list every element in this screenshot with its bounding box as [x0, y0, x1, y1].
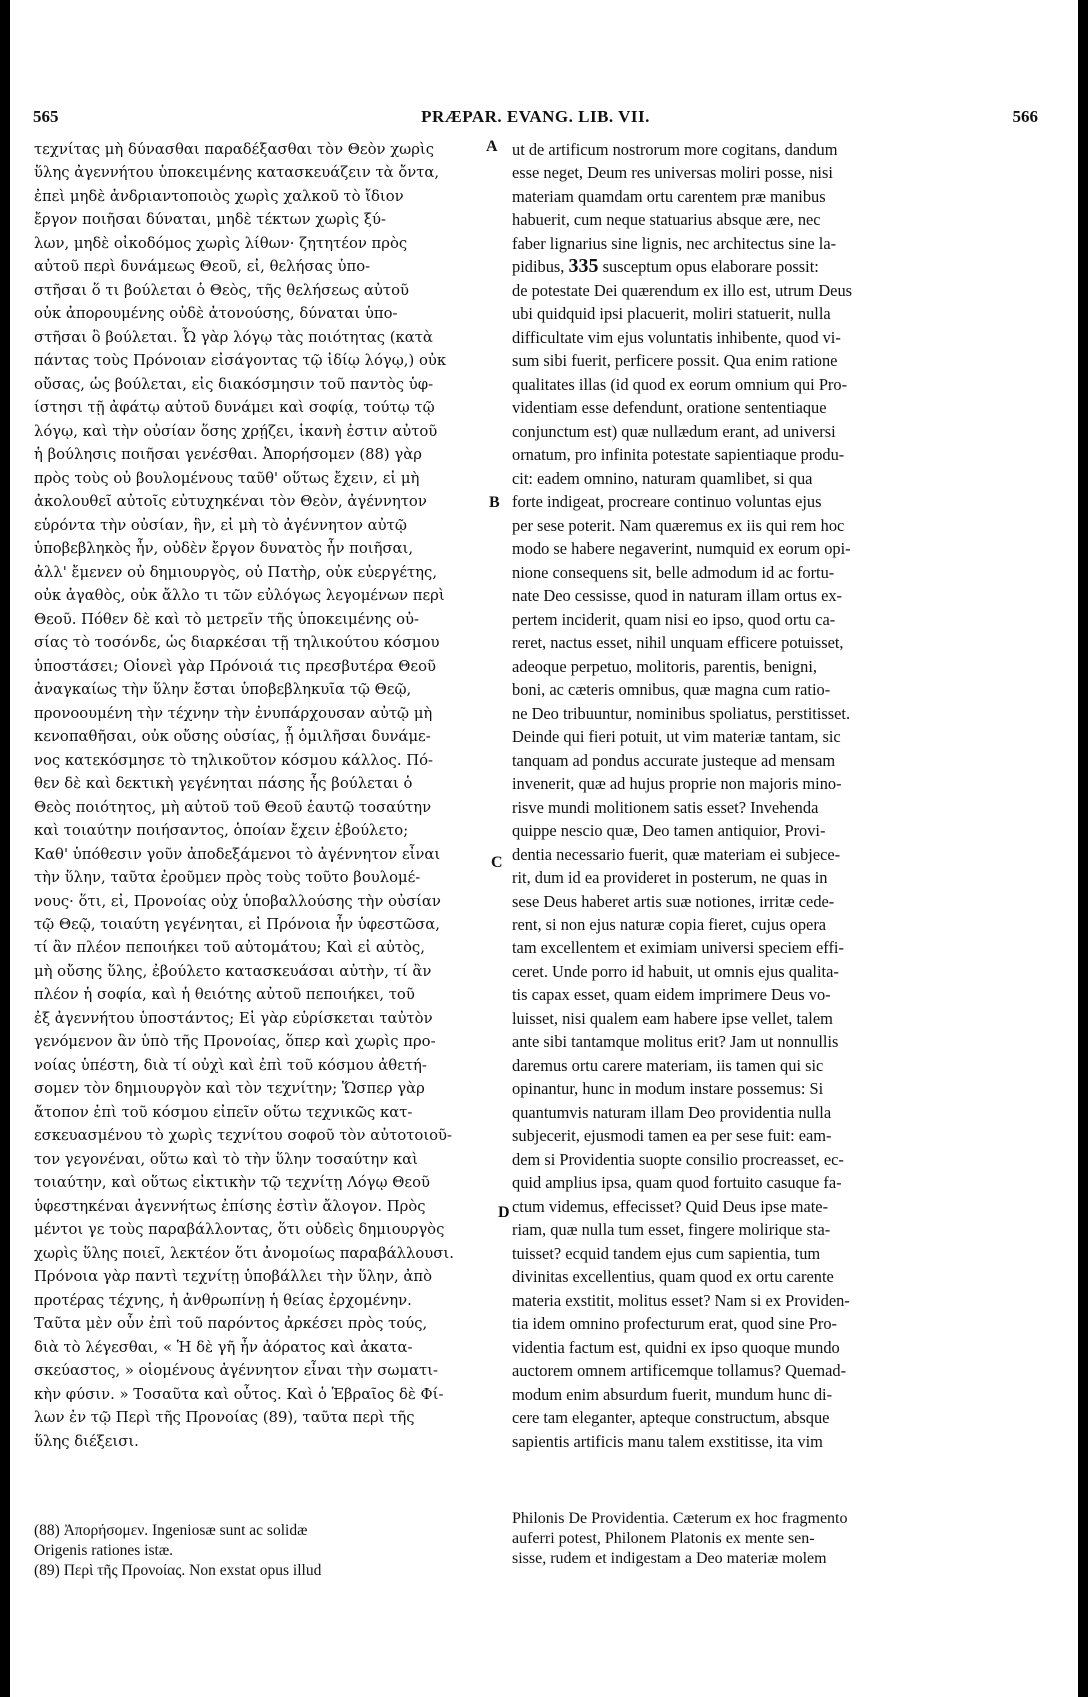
latin-line: habuerit, cum neque statuarius absque ære, nec — [512, 210, 821, 230]
latin-cont-line: Philonis De Providentia. Cæterum ex hoc fragmento — [512, 1510, 848, 1527]
greek-line: ὑποβεβληκὸς ἦν, οὐδὲν ἔργον δυνατὸς ἦν ποιῆσαι, — [34, 540, 414, 558]
latin-line: dem si Providentia suopte consilio procreasset, ec- — [512, 1149, 844, 1169]
latin-line: invenerit, quæ ad hujus proprie non majoris mino- — [512, 774, 842, 794]
greek-line: λων ἐν τῷ Περὶ τῆς Προνοίας (89), ταῦτα περὶ τῆς — [34, 1409, 415, 1427]
greek-line: Καθ' ὑπόθεσιν γοῦν ἀποδεξάμενοι τὸ ἀγέννητον εἶναι — [34, 845, 441, 863]
left-page-number: 565 — [33, 107, 59, 126]
greek-line: ἐξ ἀγεννήτου ὑποστάντος; Εἰ γὰρ εὑρίσκεται ταὐτὸν — [34, 1009, 433, 1027]
latin-line: videntia factum est, quidni ex ipso quoque mundo — [512, 1337, 840, 1357]
greek-line: ὕλης ἀγεννήτου ὑποκειμένης κατασκευάζειν τὰ ὄντα, — [34, 164, 440, 182]
latin-line: boni, ac cæteris omnibus, quæ magna cum ratio- — [512, 680, 831, 700]
greek-line: νος κατεκόσμησε τὸ τηλικοῦτον κόσμου κάλλος. Πό- — [34, 751, 434, 769]
latin-line: faber lignarius sine lignis, nec architectus sine la- — [512, 233, 837, 253]
greek-column — [34, 138, 500, 1453]
latin-line: sum sibi fuerit, perficere possit. Qua enim ratione — [512, 351, 838, 371]
greek-line: τί ἂν πλέον πεποιήκει τοῦ αὐτομάτου; Καὶ εἰ αὐτὸς, — [34, 939, 425, 957]
footnote-line: (89) Περὶ τῆς Προνοίας. Non exstat opus illud — [34, 1562, 322, 1579]
latin-line: adeoque perpetuo, molitoris, parentis, benigni, — [512, 656, 817, 676]
footnote-line: Origenis rationes istæ. — [34, 1542, 174, 1559]
greek-line: ὑφεστηκέναι ἀγεννήτως ἐπίσης ἐστὶν ἄλογον. Πρὸς — [34, 1197, 426, 1215]
latin-line: Deinde qui fieri potuit, ut vim materiæ tantam, sic — [512, 727, 841, 747]
greek-line: σκεύαστος, » οἰομένους ἀγέννητον εἶναι τὴν σωματι- — [34, 1362, 439, 1380]
greek-line: στῆσαι ὃ βούλεται. Ὦ γὰρ λόγῳ τὰς ποιότητας (κατὰ — [34, 328, 433, 346]
latin-line: videntiam esse defendunt, oratione sententiaque — [512, 398, 827, 418]
latin-line: de potestate Dei quærendum ex illo est, utrum Deus — [512, 280, 853, 300]
greek-line: μέντοι γε τοὺς παραβάλλοντας, ὅτι οὐδεὶς δημιουργὸς — [34, 1221, 445, 1239]
latin-line: riam, quæ nulla tum esset, fingere molirique sta- — [512, 1220, 831, 1240]
greek-line: Ταῦτα μὲν οὖν ἐπὶ τοῦ παρόντος ἀρκέσει πρὸς τούς, — [34, 1315, 428, 1333]
greek-line: εσκευασμένου τὸ χωρὶς τεχνίτου σοφοῦ τὸν αὐτοτοιοῦ- — [34, 1127, 453, 1145]
greek-line: κενοπαθῆσαι, οὐκ οὔσης οὐσίας, ᾗ ὁμιλῆσαι δυνάμε- — [34, 728, 431, 746]
latin-line: divinitas excellentius, quam quod ex ortu carente — [512, 1267, 834, 1287]
latin-line: ornatum, pro infinita potestate sapientiaque produ- — [512, 445, 845, 465]
patrologia-column-number: 335 — [568, 255, 599, 278]
footnotes — [34, 1521, 504, 1581]
greek-line: τον γεγονέναι, οὕτω καὶ τὸ τὴν ὕλην τοσαύτην καὶ — [34, 1150, 418, 1168]
latin-line: risve mundi molitionem satis esset? Invehenda — [512, 797, 819, 817]
greek-line: ὑποστάσει; Οἱονεὶ γὰρ Πρόνοιά τις πρεσβυτέρα Θεοῦ — [34, 657, 436, 675]
latin-line: subjecerit, ejusmodi tamen ea per sese fuit: eam- — [512, 1126, 832, 1146]
latin-line: tis capax esset, quam eidem imprimere Deus vo- — [512, 985, 831, 1005]
footnote-line: (88) Ἀπορήσομεν. Ingeniosæ sunt ac solidæ — [34, 1522, 308, 1539]
greek-line: θεν δὲ καὶ δεκτικὴ γεγένηται πάσης ἧς βούλεται ὁ — [34, 775, 413, 793]
latin-line: difficultate vim ejus voluntatis inhibente, quod vi- — [512, 327, 841, 347]
latin-line: ante sibi tantamque molitus erit? Jam ut nonnullis — [512, 1032, 839, 1052]
greek-line: μὴ οὔσης ὕλης, ἐβούλετο κατασκευάσαι αὐτὴν, τί ἂν — [34, 962, 432, 980]
latin-line: forte indigeat, procreare continuo voluntas ejus — [512, 492, 822, 512]
latin-line: qualitates illas (id quod ex eorum omnium qui Pro- — [512, 374, 848, 394]
greek-line: λόγῳ, καὶ τὴν οὐσίαν ὅσης χρῄζει, ἱκανὴ ἐστιν αὐτοῦ — [34, 422, 438, 440]
latin-line: quippe nescio quæ, Deo tamen antiquior, Provi- — [512, 821, 826, 841]
greek-line: οὐκ ἀπορουμένης οὐδὲ ἀτονούσης, δύναται ὑπο- — [34, 305, 398, 323]
greek-line: Θεὸς ποιότητος, μὴ αὐτοῦ τοῦ Θεοῦ ἑαυτῷ τοσαύτην — [34, 798, 432, 816]
greek-line: οὔσας, ὡς βούλεται, εἰς διακόσμησιν τοῦ παντὸς ὑφ- — [34, 375, 434, 393]
greek-line: καὶ τοιαύτην ποιήσαντος, ὁποίαν ἔχειν ἐβούλετο; — [34, 822, 409, 840]
greek-line: τοιαύτην, καὶ οὕτως εἰκτικὴν τῷ τεχνίτῃ Λόγῳ Θεοῦ — [34, 1174, 430, 1192]
latin-cont-line: auferri potest, Philonem Platonis ex mente sen- — [512, 1530, 815, 1547]
latin-line-start: pidibus, — [512, 257, 565, 277]
latin-line: ne Deo tribuuntur, nominibus spoliatus, perstitisset. — [512, 703, 851, 723]
latin-line: tuisset? ecquid tandem ejus cum sapientia, tum — [512, 1243, 821, 1263]
latin-column — [512, 138, 1040, 1453]
latin-line: ctum videmus, effecisset? Quid Deus ipse mate- — [512, 1196, 829, 1216]
latin-line-end: susceptum opus elaborare possit: — [602, 257, 819, 277]
right-scan-border — [1078, 0, 1088, 1697]
greek-line: ἀλλ' ἔμενεν οὐ δημιουργὸς, οὐ Πατὴρ, οὐκ εὐεργέτης, — [34, 563, 438, 581]
greek-line: πλέον ἡ σοφία, καὶ ἡ θειότης αὐτοῦ πεποιήκει, τοῦ — [34, 986, 415, 1004]
running-title: PRÆPAR. EVANG. LIB. VII. — [421, 107, 650, 126]
greek-line: ίστησι τῇ ἀφάτῳ αὐτοῦ δυνάμει καὶ σοφίᾳ, τούτῳ τῷ — [34, 399, 435, 417]
latin-line: tam excellentem et eximiam universi speciem effi- — [512, 938, 844, 958]
latin-line: materia exstitit, molitus esset? Nam si ex Providen- — [512, 1290, 850, 1310]
latin-line: nione consequens sit, belle admodum id ac fortu- — [512, 562, 835, 582]
latin-line: ceret. Unde porro id habuit, ut omnis ejus qualita- — [512, 961, 839, 981]
greek-line: λων, μηδὲ οἰκοδόμος χωρὶς λίθων· ζητητέον πρὸς — [34, 234, 408, 252]
greek-line: ἐπεὶ μηδὲ ἀνδριαντοποιὸς χωρὶς χαλκοῦ τὸ ἴδιον — [34, 187, 404, 205]
greek-line: κὴν φύσιν. » Τοσαῦτα καὶ οὗτος. Καὶ ὁ Ἑβραῖος δὲ Φί- — [34, 1385, 444, 1403]
greek-line: τῷ Θεῷ, τοιαύτη γεγένηται, εἰ Πρόνοια ἦν ὑφεστῶσα, — [34, 915, 440, 933]
latin-line: pertem inciderit, quam nisi eo ipso, quod ortu ca- — [512, 609, 836, 629]
greek-line: νοίας ὑπέστη, διὰ τί οὐχὶ καὶ ἐπὶ τοῦ κόσμου ἀθετή- — [34, 1056, 427, 1074]
greek-line: Πρόνοια γὰρ παντὶ τεχνίτῃ ὑποβάλλει τὴν ὕλην, ἀπὸ — [34, 1268, 433, 1286]
greek-line: χωρὶς ὕλης ποιεῖ, λεκτέον ὅτι ἀνομοίως παραβάλλουσι. — [34, 1244, 454, 1262]
latin-line: modo se habere negaverint, numquid ex eorum opi- — [512, 539, 851, 559]
greek-line: προτέρας τέχνης, ἡ ἀνθρωπίνῃ ἡ θείας ἐρχομένην. — [34, 1291, 412, 1309]
latin-line: ubi quidquid ipsi placuerit, moliri statuerit, nulla — [512, 304, 831, 324]
latin-line: conjunctum est) quæ nullædum erant, ad universi — [512, 421, 836, 441]
latin-line: sese Deus haberet artis suæ notiones, irritæ cede- — [512, 891, 835, 911]
running-header — [33, 107, 1038, 131]
greek-line: αὐτοῦ περὶ δυνάμεως Θεοῦ, εἰ, θελήσας ὑπο- — [34, 258, 371, 276]
greek-line: ἀναγκαίως τὴν ὕλην ἔσται ὑποβεβληκυῖα τῷ Θεῷ, — [34, 681, 412, 699]
latin-line: opinantur, hunc in modum instare possemus: Si — [512, 1079, 824, 1099]
latin-line: luisset, nisi qualem eam habere ipse vellet, talem — [512, 1008, 833, 1028]
greek-line: προνοουμένη τὴν τέχνην τὴν ἐνυπάρχουσαν αὐτῷ μὴ — [34, 704, 433, 722]
greek-line: σίας τὸ τοσόνδε, ὡς διαρκέσαι τῇ τηλικούτου κόσμου — [34, 634, 440, 652]
latin-line: rit, dum id ea provideret in posterum, ne quas in — [512, 868, 828, 888]
latin-line: modum enim absurdum fuerit, mundum hunc di- — [512, 1384, 833, 1404]
greek-line: τεχνίτας μὴ δύνασθαι παραδέξασθαι τὸν Θεὸν χωρὶς — [34, 141, 435, 158]
latin-line: reret, nactus esset, nihil unquam efficere potuisset, — [512, 633, 844, 653]
left-scan-border — [0, 0, 10, 1697]
latin-line: ut de artificum nostrorum more cogitans, dandum — [512, 140, 838, 159]
latin-line: quantumvis naturam illam Deo providentia nulla — [512, 1102, 832, 1122]
greek-line: σομεν τὸν δημιουργὸν καὶ τὸν τεχνίτην; Ὥσπερ γὰρ — [34, 1080, 425, 1098]
margin-letter-a: A — [486, 138, 498, 155]
greek-line: οὐκ ἀγαθὸς, οὐκ ἄλλο τι τῶν εὐλόγως λεγομένων περὶ — [34, 587, 445, 605]
latin-line: quid amplius ipsa, quam quod fortuito casuque fa- — [512, 1173, 842, 1193]
latin-line: materiam quamdam ortu carentem præ manibus — [512, 186, 826, 206]
latin-line: cit: eadem omnino, naturam quamlibet, si qua — [512, 468, 813, 488]
greek-line: διὰ τὸ λέγεσθαι, « Ἡ δὲ γῆ ἦν ἀόρατος καὶ ἀκατα- — [34, 1338, 413, 1356]
greek-line: νους· ὅτι, εἰ, Προνοίας οὐχ ὑποβαλλούσης τὴν οὐσίαν — [34, 892, 441, 910]
latin-line: tia idem omnino profecturum erat, quod sine Pro- — [512, 1314, 838, 1334]
latin-line: cere tam eleganter, apteque constructum, absque — [512, 1408, 830, 1428]
greek-line: ἄτοπον ἐπὶ τοῦ κόσμου εἰπεῖν οὕτω τεχνικῶς κατ- — [34, 1103, 413, 1121]
latin-line: daremus ortu carere materiam, iis tamen qui sic — [512, 1055, 824, 1075]
latin-line: dentia necessario fuerit, quæ materiam ei subjece- — [512, 844, 841, 864]
greek-line: πάντας τοὺς Πρόνοιαν εἰσάγοντας τῷ ἰδίῳ λόγῳ,) οὐκ — [34, 352, 447, 370]
greek-line: Θεοῦ. Πόθεν δὲ καὶ τὸ μετρεῖν τῆς ὑποκειμένης οὐ- — [34, 610, 420, 628]
latin-continuation — [512, 1509, 1040, 1569]
greek-line: γενόμενον ἂν ὑπὸ τῆς Προνοίας, ὅπερ καὶ χωρὶς προ- — [34, 1033, 436, 1051]
latin-line: sapientis artificis manu talem exstitisse, ita vim — [512, 1431, 823, 1451]
latin-line — [512, 255, 1040, 278]
greek-line: ἀκολουθεῖ αὐτοῖς εὐτυχηκέναι τὸν Θεὸν, ἀγέννητον — [34, 493, 427, 511]
latin-line: auctorem omnem artificemque tollamus? Quemad- — [512, 1361, 847, 1381]
greek-line: ἔργον ποιῆσαι δύναται, μηδὲ τέκτων χωρὶς ξύ- — [34, 211, 387, 229]
right-page-number: 566 — [1012, 107, 1038, 126]
margin-letter-d: D — [498, 1204, 510, 1221]
greek-line: εὑρόντα τὴν οὐσίαν, ἣν, εἰ μὴ τὸ ἀγέννητον αὐτῷ — [34, 516, 407, 534]
greek-line: στῆσαι ὅ τι βούλεται ὁ Θεὸς, τῆς θελήσεως αὐτοῦ — [34, 281, 410, 299]
latin-cont-line: sisse, rudem et indigestam a Deo materiæ molem — [512, 1550, 827, 1567]
latin-line: esse neget, Deum res universas moliri posse, nisi — [512, 163, 833, 183]
greek-line: τὴν ὕλην, ταῦτα ἐροῦμεν πρὸς τοὺς τοῦτο βουλομέ- — [34, 869, 421, 887]
greek-line: ἡ βούλησις ποιῆσαι γενέσθαι. Ἀπορήσομεν (88) γὰρ — [34, 446, 422, 464]
latin-line: tanquam ad pondus accurate justeque ad mensam — [512, 750, 836, 770]
latin-line: per sese poterit. Nam quæremus ex iis qui rem hoc — [512, 515, 845, 535]
greek-line: ὕλης διέξεισι. — [34, 1432, 139, 1450]
margin-letter-c: C — [491, 854, 503, 871]
latin-line: rent, si non ejus naturæ copia fieret, cujus opera — [512, 914, 827, 934]
latin-line: nate Deo cessisse, quod in naturam illam ortus ex- — [512, 586, 843, 606]
greek-line: πρὸς τοὺς οὐ βουλομένους ταῦθ' οὕτως ἔχειν, εἰ μὴ — [34, 469, 420, 487]
margin-letter-b: B — [489, 494, 500, 511]
